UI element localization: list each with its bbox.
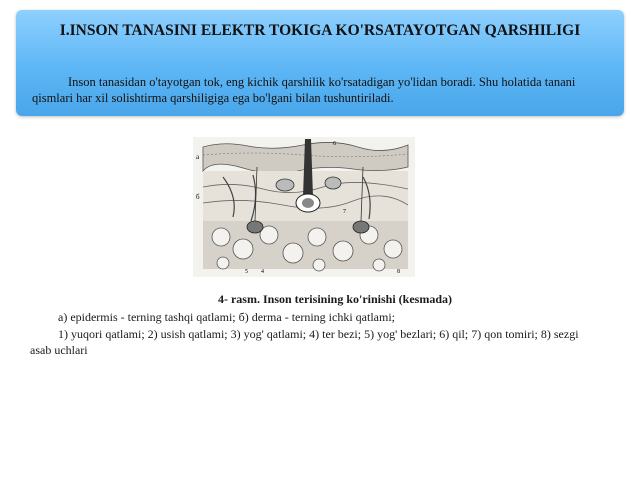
skin-cross-section-figure (193, 137, 415, 277)
label-a: a (196, 153, 200, 161)
intro-paragraph: Inson tanasidan o'tayotgan tok, eng kichik qarshilik ko'rsatadigan yo'lidan boradi. Shu holatida tanani qismlari har xil solishtirma qarshiligiga ega bo'lgani bilan tushuntiriladi. (32, 75, 576, 105)
slide-title: I.INSON TANASINI ELEKTR TOKIGA KO'RSATAYOTGAN QARSHILIGI (59, 22, 581, 39)
figure-caption: 4- rasm. Inson terisining ko'rinishi (kesmada) (217, 292, 453, 306)
label-8: 8 (397, 269, 400, 275)
label-b: б (196, 193, 200, 201)
label-7: 7 (343, 209, 346, 215)
skin-cross-section-illustration (193, 137, 415, 277)
caption-legend-parts: 1) yuqori qatlami; 2) usish qatlami; 3) yog' qatlami; 4) ter bezi; 5) yog' bezlari; 6) qil; 7) qon tomiri; 8) sezgi asab uchlari (30, 327, 579, 357)
label-4: 4 (261, 269, 264, 275)
caption-legend-layers: a) epidermis - terning tashqi qatlami; б) derma - terning ichki qatlami; (58, 310, 396, 324)
label-5: 5 (245, 269, 248, 275)
label-6: 6 (333, 141, 336, 147)
